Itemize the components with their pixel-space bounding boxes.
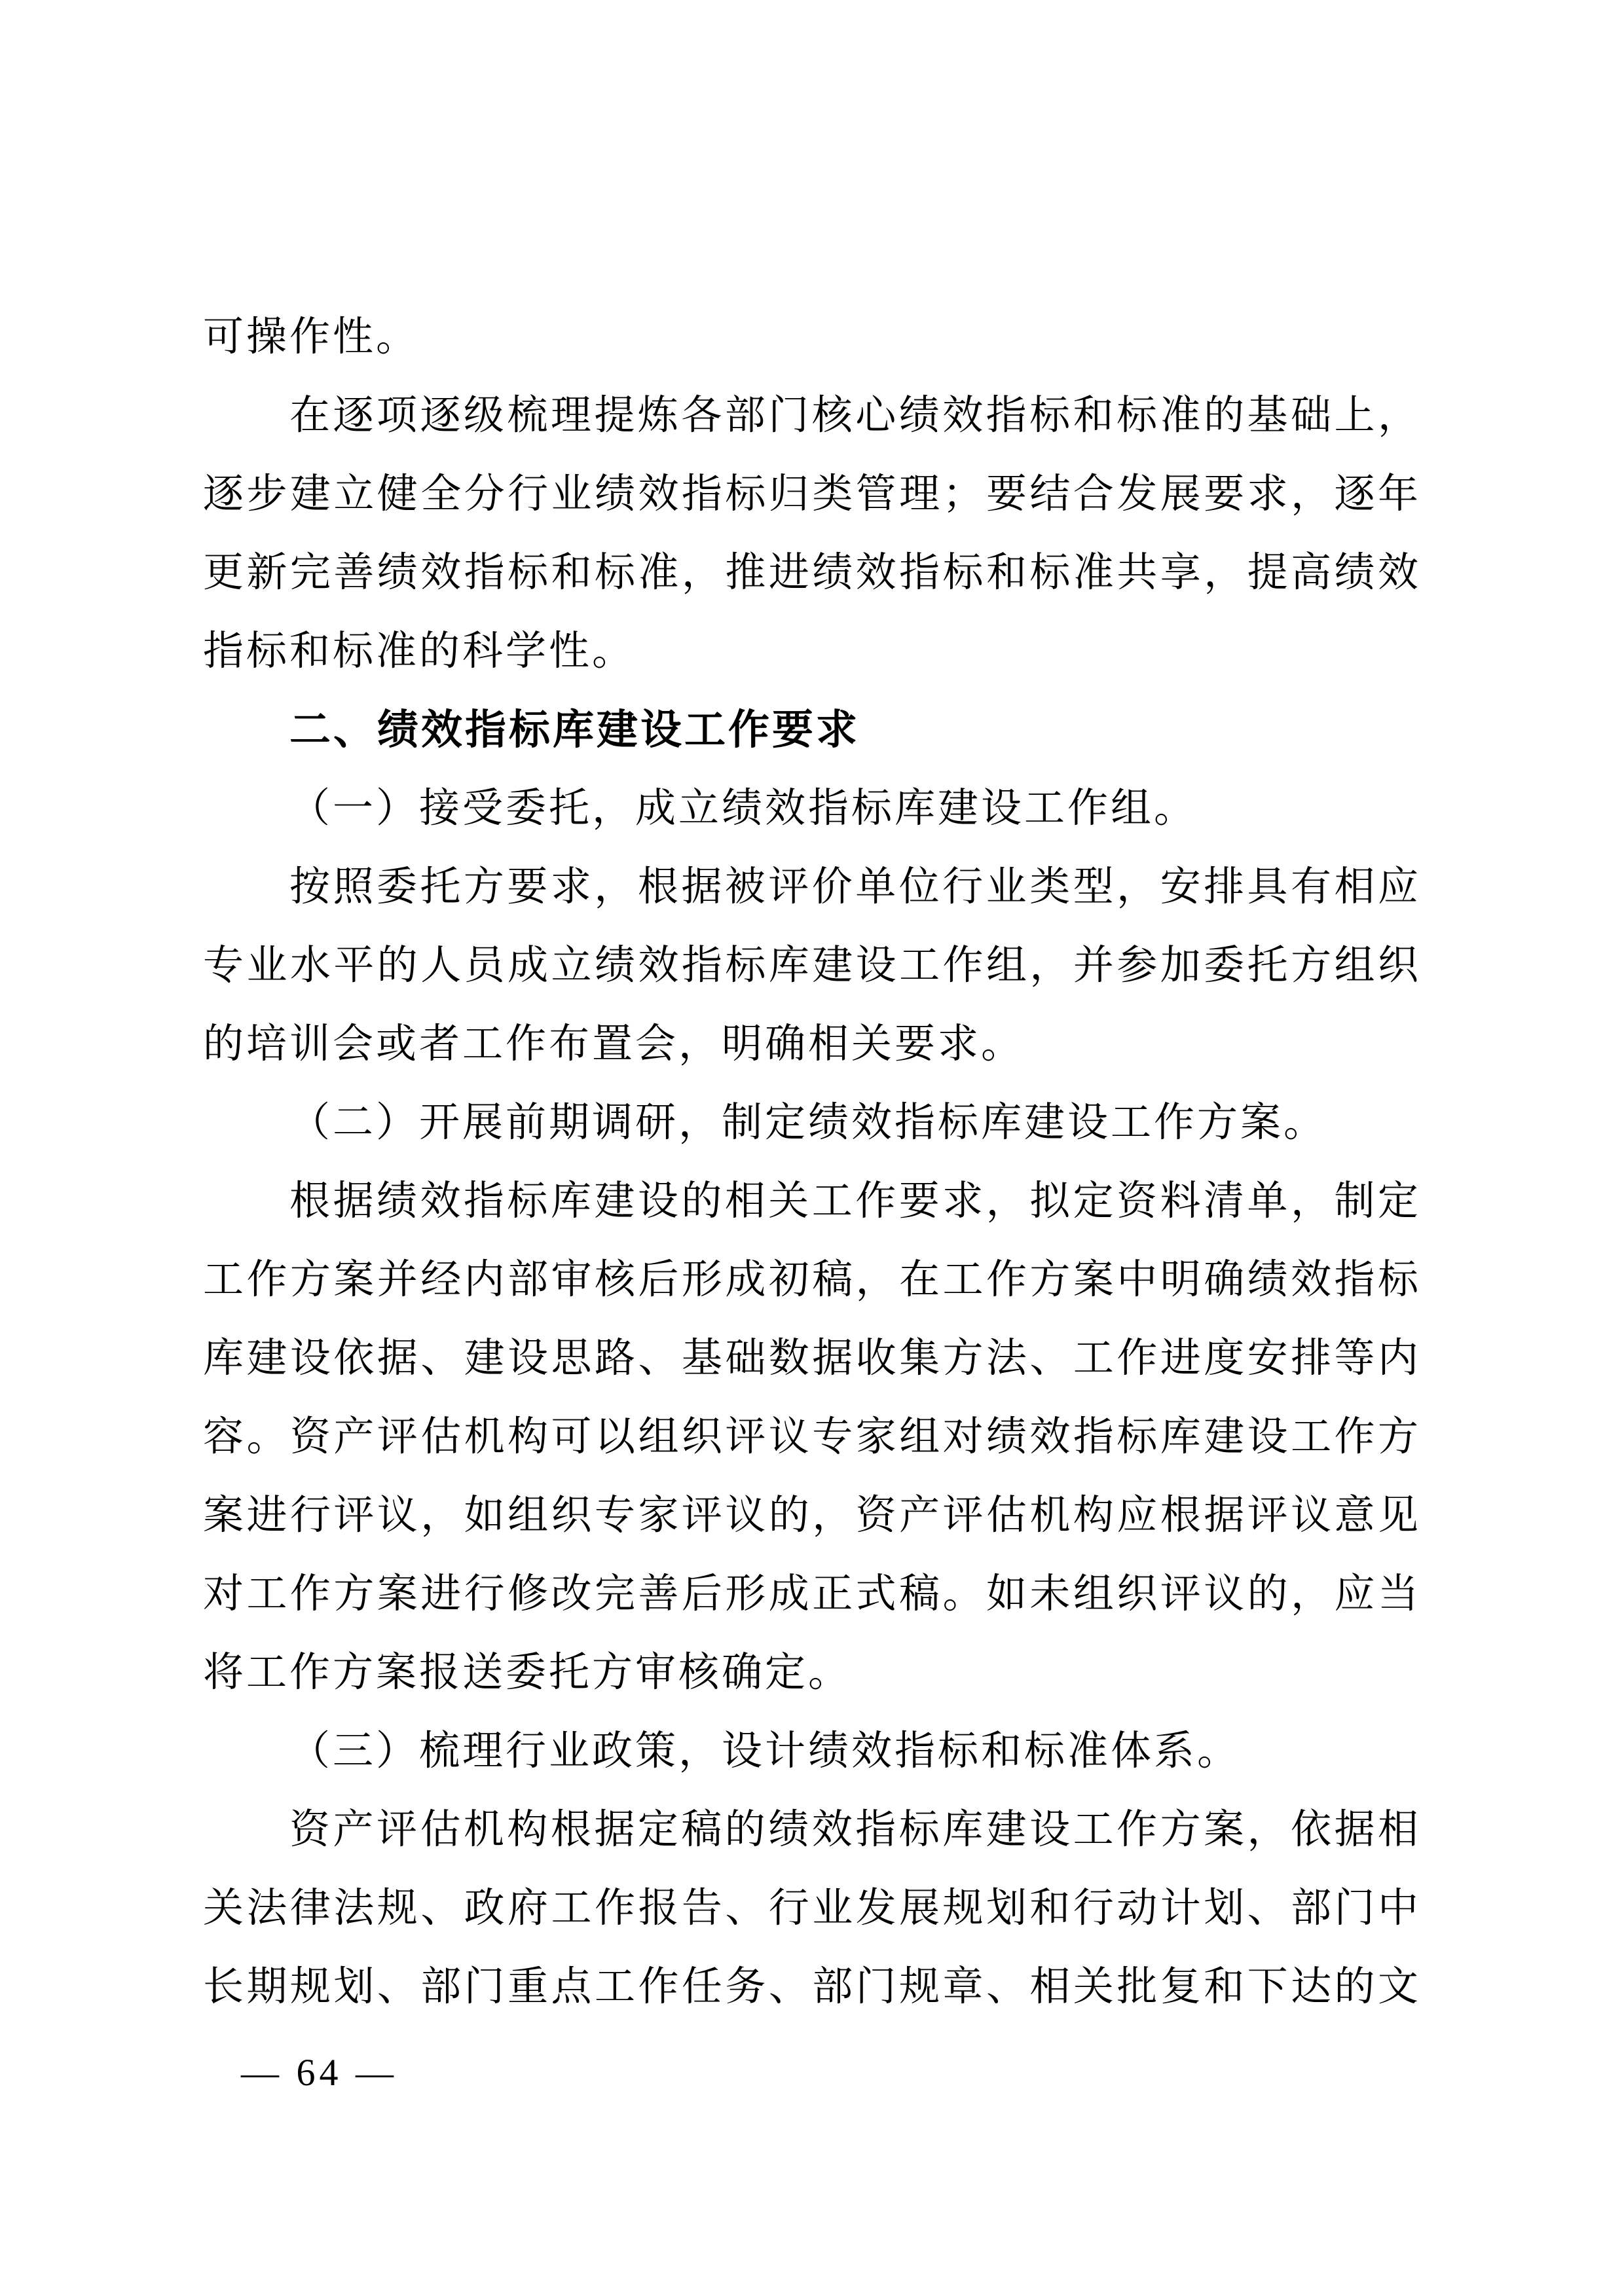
paragraph-line: 按照委托方要求，根据被评价单位行业类型，安排具有相应 [289, 865, 1421, 909]
subsection-heading-2: （二）开展前期调研，制定绩效指标库建设工作方案。 [289, 1101, 1327, 1145]
paragraph-line: 关法律法规、政府工作报告、行业发展规划和行动计划、部门中 [203, 1886, 1421, 1931]
paragraph-line: 案进行评议，如组织专家评议的，资产评估机构应根据评议意见 [203, 1493, 1421, 1538]
paragraph-line: 在逐项逐级梳理提炼各部门核心绩效指标和标准的基础上， [289, 393, 1421, 438]
paragraph-line: 根据绩效指标库建设的相关工作要求，拟定资料清单，制定 [289, 1179, 1421, 1224]
paragraph-line: 容。资产评估机构可以组织评议专家组对绩效指标库建设工作方 [203, 1415, 1421, 1459]
page-number: — 64 — [241, 2051, 397, 2094]
subsection-heading-1: （一）接受委托，成立绩效指标库建设工作组。 [289, 786, 1198, 831]
paragraph-line: 工作方案并经内部审核后形成初稿，在工作方案中明确绩效指标 [203, 1258, 1421, 1302]
paragraph-line: 对工作方案进行修改完善后形成正式稿。如未组织评议的，应当 [203, 1572, 1421, 1616]
paragraph-line: 可操作性。 [203, 315, 420, 359]
subsection-heading-3: （三）梳理行业政策，设计绩效指标和标准体系。 [289, 1729, 1241, 1774]
section-heading: 二、绩效指标库建设工作要求 [289, 707, 860, 753]
paragraph-line: 将工作方案报送委托方审核确定。 [203, 1650, 852, 1695]
paragraph-line: 长期规划、部门重点工作任务、部门规章、相关批复和下达的文 [203, 1965, 1421, 2009]
paragraph-line: 的培训会或者工作布置会，明确相关要求。 [203, 1022, 1025, 1066]
document-body [203, 298, 1421, 2026]
paragraph-line: 指标和标准的科学性。 [203, 629, 636, 674]
paragraph-line: 专业水平的人员成立绩效指标库建设工作组，并参加委托方组织 [203, 943, 1421, 988]
paragraph-line: 库建设依据、建设思路、基础数据收集方法、工作进度安排等内 [203, 1336, 1421, 1381]
paragraph-line: 逐步建立健全分行业绩效指标归类管理；要结合发展要求，逐年 [203, 472, 1421, 517]
paragraph-line: 资产评估机构根据定稿的绩效指标库建设工作方案，依据相 [289, 1808, 1421, 1852]
paragraph-line: 更新完善绩效指标和标准，推进绩效指标和标准共享，提高绩效 [203, 551, 1421, 595]
